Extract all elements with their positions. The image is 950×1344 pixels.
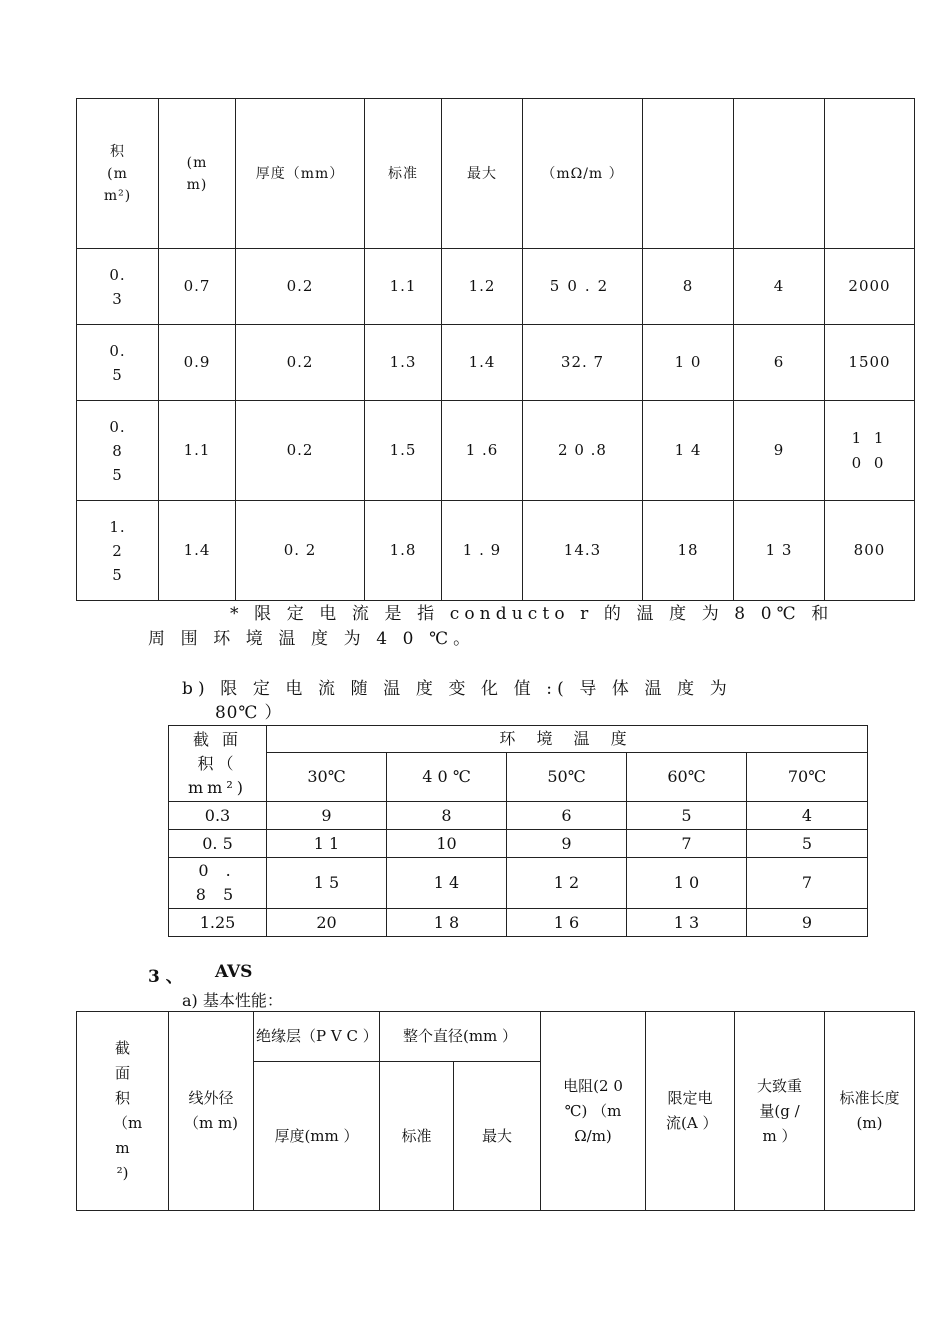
table-row: 0.3 9 8 6 5 4: [169, 802, 868, 830]
table-header-row: [77, 99, 915, 249]
table-row: 0 . 8 5 1 5 1 4 1 2 1 0 7: [169, 858, 868, 909]
header-outer-diameter: (mm): [159, 99, 236, 249]
header-max: 最大: [442, 99, 523, 249]
temp-40: 4 0 ℃: [387, 753, 507, 802]
rated-current-note-line1: * 限 定 电 流 是 指 conducto r 的 温 度 为 8 0℃ 和: [230, 604, 834, 624]
header-cross-section: 积(mm²): [77, 99, 159, 249]
table-row: 1.25 1.4 0. 2 1.8 1 . 9 14.3 18 1 3 800: [77, 501, 915, 601]
table-row: 1.25 20 1 8 1 6 1 3 9: [169, 909, 868, 937]
header-approx-weight: 大致重量(g / m ）: [735, 1012, 825, 1211]
header-thickness: 厚度(mm ）: [254, 1062, 380, 1211]
table-row: 0.5 0.9 0.2 1.3 1.4 32. 7 1 0 6 1500: [77, 325, 915, 401]
header-standard: 标准: [365, 99, 442, 249]
table-row: 0.3 0.7 0.2 1.1 1.2 50.2 8 4 2000: [77, 249, 915, 325]
header-resistance: 电阻(2 0 ℃) （m Ω/m): [541, 1012, 646, 1211]
table-row: 0.85 1.1 0.2 1.5 1 .6 2 0 .8 1 4 9 1 1 0 0: [77, 401, 915, 501]
header-cross-section: 截面积（mm²): [77, 1012, 169, 1211]
section-3-title: AVS: [215, 962, 253, 982]
header-rated-current: 限定电流(A ）: [646, 1012, 735, 1211]
table-row: 0. 5 1 1 10 9 7 5: [169, 830, 868, 858]
header-standard-length: 标准长度(m): [825, 1012, 915, 1211]
header-thickness: 厚度（mm）: [236, 99, 365, 249]
spec-table-1: [76, 98, 915, 601]
header-max: 最大: [454, 1062, 541, 1211]
section-b-heading: b) 限 定 电 流 随 温 度 变 化 值 :( 导 体 温 度 为: [182, 679, 732, 699]
header-current: [643, 99, 734, 249]
avs-spec-table: [76, 1011, 915, 1211]
header-outer-diameter: 线外径（m m): [169, 1012, 254, 1211]
section-b-heading-cont: 80℃ ）: [215, 703, 283, 723]
current-temperature-table: [168, 725, 868, 937]
temp-50: 50℃: [507, 753, 627, 802]
header-resistance: （mΩ/m ）: [523, 99, 643, 249]
header-overall-diameter: 整个直径(mm ）: [380, 1012, 541, 1062]
rated-current-note-line2: 周 围 环 境 温 度 为 4 0 ℃。: [148, 629, 476, 649]
header-weight: [734, 99, 825, 249]
cross-section-header: 截 面 积（ mm²): [169, 726, 267, 802]
temp-60: 60℃: [627, 753, 747, 802]
section-3a-subtitle: a) 基本性能：: [182, 991, 283, 1010]
ambient-temperature-header: 环 境 温 度: [267, 726, 868, 753]
header-standard: 标准: [380, 1062, 454, 1211]
temp-70: 70℃: [747, 753, 868, 802]
section-3-number: 3 、: [148, 967, 183, 987]
temp-30: 30℃: [267, 753, 387, 802]
header-length: [825, 99, 915, 249]
header-insulation: 绝缘层（P V C ）: [254, 1012, 380, 1062]
